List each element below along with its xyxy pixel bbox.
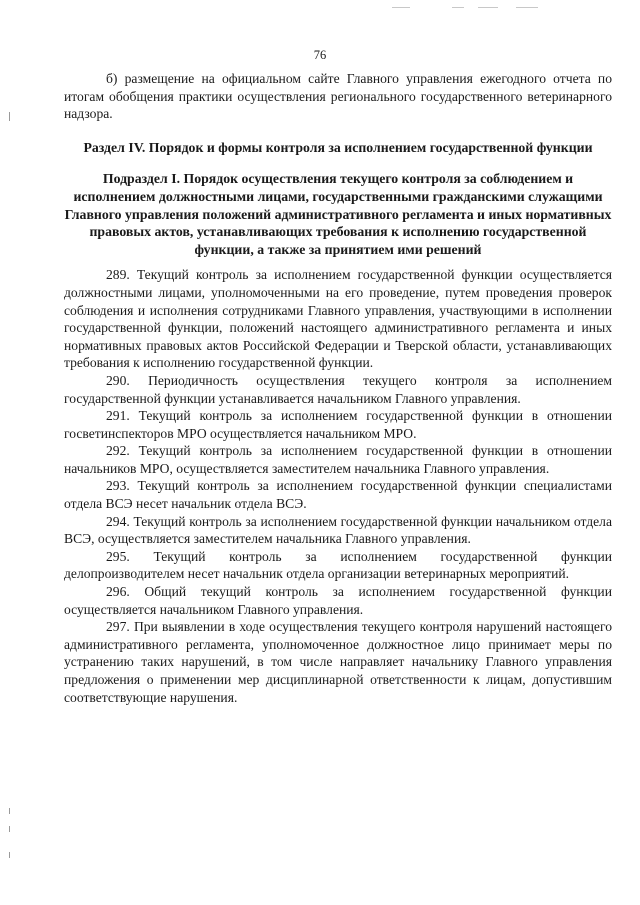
paragraph-intro: б) размещение на официальном сайте Главного управления ежегодного отчета по итогам обобщения практики осуществления регионального государственного ветеринарного надзора. — [64, 71, 612, 122]
scan-artifact — [9, 112, 10, 121]
scan-artifact — [9, 826, 10, 832]
scan-artifact — [392, 7, 410, 8]
paragraph-293: 293. Текущий контроль за исполнением государственной функции специалистами отдела ВСЭ несет начальник отдела ВСЭ. — [64, 478, 612, 512]
page-number: 76 — [313, 48, 327, 62]
subsection-heading: Подраздел I. Порядок осуществления текущего контроля за соблюдением и исполнением должностными лицами, государственными гражданскими служащими Главного управления положений административного регламента и иных нормативных правовых актов, устанавливающих требования к исполнению государственной функции, а также за принятием ими решений — [64, 171, 612, 257]
scan-artifact — [478, 7, 498, 8]
section-heading: Раздел IV. Порядок и формы контроля за исполнением государственной функции — [83, 139, 593, 155]
paragraph-294: 294. Текущий контроль за исполнением государственной функции начальником отдела ВСЭ, осуществляется заместителем начальника Главного управления. — [64, 513, 612, 547]
scan-artifact — [9, 808, 10, 814]
scan-artifact — [9, 852, 10, 858]
paragraph-289: 289. Текущий контроль за исполнением государственной функции осуществляется должностными лицами, уполномоченными на его проведение, путем проведения проверок соблюдения и исполнения сотрудниками Главного управления, участвующими в исполнении государственной функции, положений настоящего административного регламента и иных нормативных правовых актов Российской Федерации и Тверской области, устанавливающих требования к исполнению государственной функции. — [64, 267, 612, 371]
paragraph-296: 296. Общий текущий контроль за исполнением государственной функции осуществляется начальником Главного управления. — [64, 584, 612, 617]
paragraph-291: 291. Текущий контроль за исполнением государственной функции в отношении госветинспекторов МРО осуществляется начальником МРО. — [64, 408, 612, 441]
paragraph-290: 290. Периодичность осуществления текущего контроля за исполнением государственной функции устанавливается начальником Главного управления. — [64, 372, 612, 406]
paragraph-295: 295. Текущий контроль за исполнением государственной функции делопроизводителем несет начальник отдела организации ветеринарных мероприятий. — [64, 548, 612, 582]
paragraph-297: 297. При выявлении в ходе осуществления текущего контроля нарушений настоящего административного регламента, уполномоченное должностное лицо принимает меры по устранению таких нарушений, в том числе направляет начальнику Главного управления предложения о применении мер дисциплинарной ответственности к лицам, допустившим соответствующие нарушения. — [64, 619, 612, 705]
paragraph-292: 292. Текущий контроль за исполнением государственной функции в отношении начальников МРО, осуществляется заместителем начальника Главного управления. — [64, 443, 612, 476]
scan-artifact — [452, 7, 464, 8]
scan-artifact — [516, 7, 538, 8]
document-body — [64, 70, 612, 706]
